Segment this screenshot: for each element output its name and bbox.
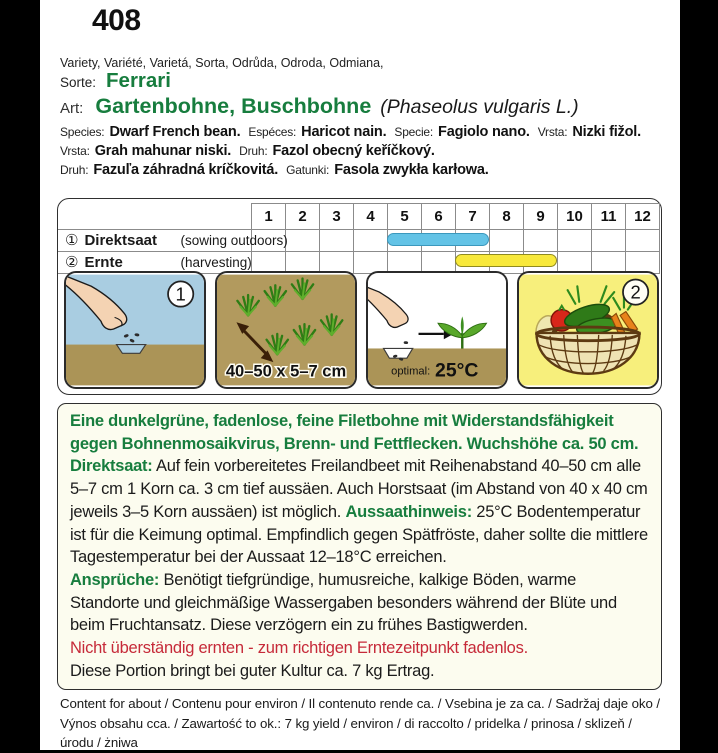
sowing-calendar-table — [58, 203, 660, 274]
content-note: Content for about / Contenu pour environ / Il contenuto rende ca. / Vsebina je za ca. / Sadržaj daje oko / Výnos obsahu cca. / Zawartość to ok.: 7 kg yield / environ / di raccolto / pridelka / prinosa / sklizeň / úrodu / żniwa — [60, 696, 660, 750]
panel-number: 1 — [175, 283, 186, 305]
pictogram-row — [64, 271, 659, 389]
sowing-period-bar — [387, 233, 489, 246]
month-header: 2 — [286, 204, 320, 230]
pictogram-harvest — [517, 271, 659, 389]
pictogram-spacing — [215, 271, 357, 389]
yield-text: Diese Portion bringt bei guter Kultur ca. 7 kg Ertrag. — [70, 661, 435, 680]
month-header: 12 — [626, 204, 660, 230]
section-term: Direktsaat: — [70, 457, 153, 476]
species-label: Species: — [60, 125, 105, 139]
packet-background — [40, 0, 680, 750]
circled-number: ② — [65, 254, 79, 271]
spacing-caption: 40–50 x 5–7 cm — [225, 361, 347, 381]
circled-number: ① — [65, 232, 79, 249]
month-header: 6 — [422, 204, 456, 230]
page-number: 408 — [92, 4, 141, 37]
variety-row — [60, 69, 171, 93]
spacing-illustration — [217, 273, 355, 387]
species-label: Gatunki: — [286, 163, 330, 177]
month-header-row — [58, 204, 660, 230]
month-header: 4 — [354, 204, 388, 230]
species-value: Fasola zwykła karłowa. — [334, 162, 489, 178]
row-subtitle: (harvesting) — [180, 255, 252, 270]
species-name: Gartenbohne, Buschbohne — [95, 94, 372, 118]
month-header: 10 — [558, 204, 592, 230]
species-label: Vrsta: — [537, 125, 568, 139]
variety-languages-line: Variety, Variété, Varietá, Sorta, Odrůda, Odroda, Odmiana, — [60, 56, 384, 70]
month-header: 11 — [592, 204, 626, 230]
description-sowing — [70, 455, 649, 569]
species-title-row — [60, 94, 579, 119]
species-value: Fagiolo nano. — [438, 124, 530, 140]
species-value: Grah mahunar niski. — [94, 143, 232, 159]
month-header: 7 — [456, 204, 490, 230]
description-box — [57, 403, 662, 690]
species-translations-row — [60, 162, 497, 178]
row-name: Ernte — [84, 254, 123, 271]
species-label: Vrsta: — [60, 144, 90, 158]
art-label: Art: — [60, 100, 84, 117]
panel-number: 2 — [630, 281, 641, 303]
species-label: Druh: — [239, 144, 268, 158]
section-text: 25°C Bodentemperatur ist für die Keimung optimal. Empfindlich gegen Spätfröste, daher sollte die mittlere Tagestemperatur bei der Aussaat 12–18°C erreichen. — [70, 502, 648, 567]
species-value: Dwarf French bean. — [109, 124, 241, 140]
species-value: Fazuľa záhradná kríčkovitá. — [93, 162, 279, 178]
section-text: Auf fein vorbereitetes Freilandbeet mit Reihenabstand 40–50 cm alle 5–7 cm 1 Korn ca. 3 cm tief aussäen. Auch Horstsaat (im Abstand von 40 x 40 cm jeweils 3–5 Korn aussäen) ist möglich. — [70, 457, 648, 521]
sowing-illustration — [66, 273, 204, 387]
row-name: Direktsaat — [84, 232, 157, 249]
pictogram-temperature — [366, 271, 508, 389]
species-value: Nizki fižol. — [572, 124, 641, 140]
species-label: Druh: — [60, 163, 89, 177]
calendar-row-label — [58, 230, 288, 252]
harvest-period-bar — [455, 254, 557, 267]
species-label: Espéces: — [248, 125, 297, 139]
section-term: Ansprüche: — [70, 570, 160, 589]
section-term: Aussaathinweis: — [345, 502, 472, 521]
temperature-illustration — [368, 273, 506, 387]
pictogram-sowing — [64, 271, 206, 389]
description-requirements — [70, 569, 649, 637]
harvest-warning-text: Nicht überständig ernten - zum richtigen Erntezeitpunkt fadenlos. — [70, 639, 528, 658]
month-header: 3 — [320, 204, 354, 230]
sowing-row — [58, 230, 660, 252]
species-translations-row — [60, 143, 443, 159]
temperature-caption-value: 25°C — [435, 359, 479, 382]
harvest-illustration — [519, 273, 657, 387]
temperature-caption-label: optimal: — [391, 365, 431, 378]
latin-name: (Phaseolus vulgaris L.) — [380, 96, 579, 118]
row-subtitle: (sowing outdoors) — [180, 233, 288, 248]
month-header: 9 — [524, 204, 558, 230]
furrow-icon — [384, 348, 413, 358]
furrow-icon — [117, 345, 146, 354]
section-text: Benötigt tiefgründige, humusreiche, kalkige Böden, warme Standorte und gleichmäßige Wassergaben besonders während der Blüte und beim Fruchtansatz. Diese verzögern ein zu frühes Bastigwerden. — [70, 570, 617, 635]
month-header: 1 — [252, 204, 286, 230]
month-header: 5 — [388, 204, 422, 230]
species-label: Specie: — [394, 125, 434, 139]
sorte-label: Sorte: — [60, 75, 97, 90]
variety-name: Ferrari — [106, 69, 171, 92]
description-intro: Eine dunkelgrüne, fadenlose, feine Filetbohne mit Widerstandsfähigkeit gegen Bohnenmosaikvirus, Brenn- und Fettflecken. Wuchshöhe ca. 50 cm. — [70, 412, 639, 453]
species-translations-row — [60, 124, 649, 140]
month-header: 8 — [490, 204, 524, 230]
species-value: Fazol obecný keříčkový. — [272, 143, 435, 159]
species-value: Haricot nain. — [301, 124, 387, 140]
sowing-calendar-box — [57, 198, 662, 395]
